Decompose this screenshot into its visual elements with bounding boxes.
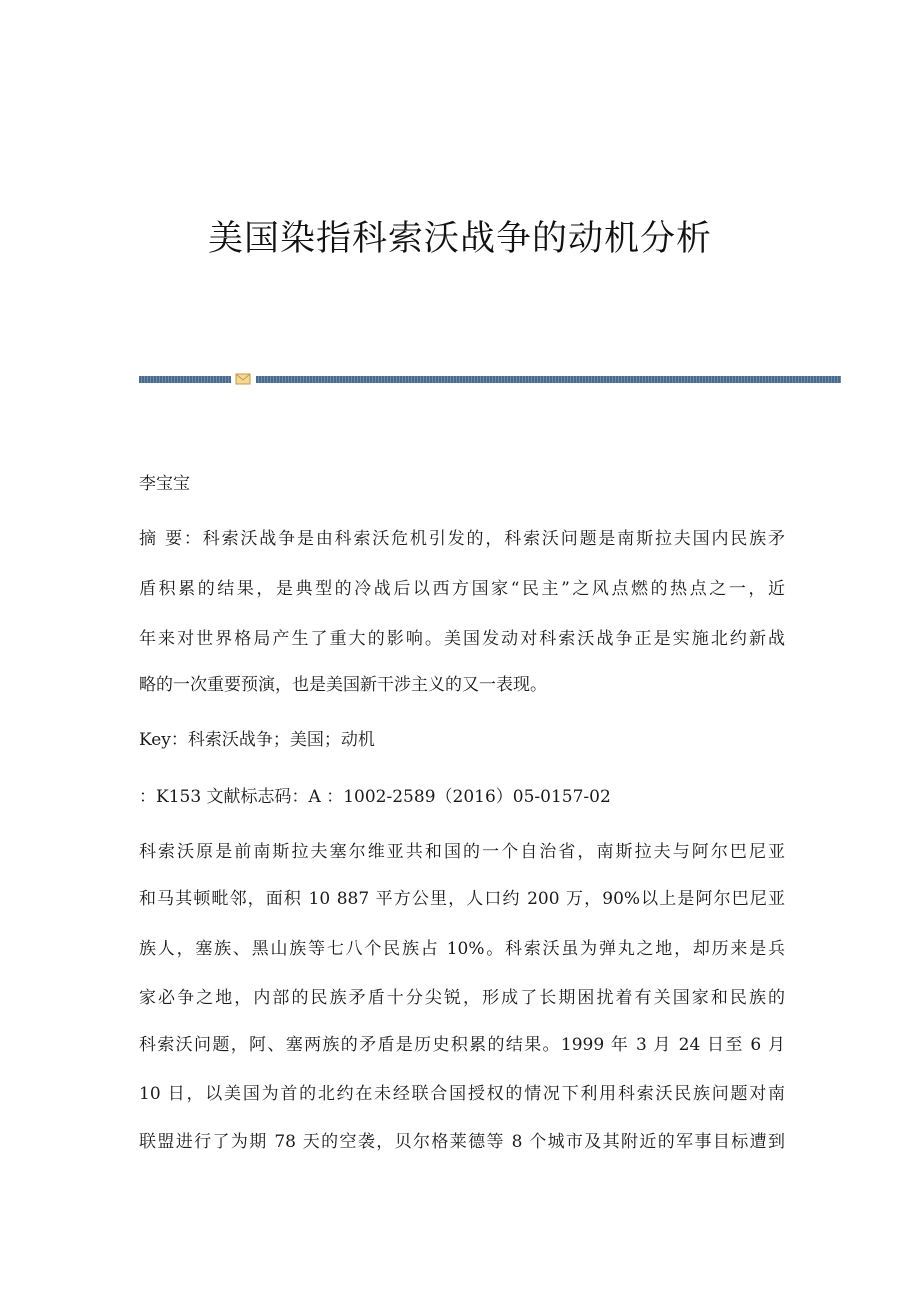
body-line: 族人，塞族、黑山族等七八个民族占 10%。科索沃虽为弹丸之地，却历来是兵 xyxy=(139,939,785,959)
document-title: 美国染指科索沃战争的动机分析 xyxy=(207,219,712,259)
title-divider xyxy=(139,373,841,385)
body-line: 10 日，以美国为首的北约在未经联合国授权的情况下利用科索沃民族问题对南 xyxy=(139,1084,785,1104)
divider-bar-left xyxy=(139,376,231,383)
author-name: 李宝宝 xyxy=(139,474,190,494)
divider-bar-right xyxy=(256,376,841,383)
abstract-line: 略的一次重要预演，也是美国新干涉主义的又一表现。 xyxy=(139,675,547,695)
body-line: 科索沃问题，阿、塞两族的矛盾是历史积累的结果。1999 年 3 月 24 日至 6 月 xyxy=(139,1035,785,1055)
keywords: Key：科索沃战争；美国；动机 xyxy=(139,730,375,750)
abstract-line: 盾积累的结果，是典型的冷战后以西方国家“民主”之风点燃的热点之一，近 xyxy=(139,579,785,599)
body-line: 和马其顿毗邻，面积 10 887 平方公里，人口约 200 万，90%以上是阿尔巴尼亚 xyxy=(139,889,785,909)
body-line: 联盟进行了为期 78 天的空袭，贝尔格莱德等 8 个城市及其附近的军事目标遭到 xyxy=(139,1132,785,1152)
abstract-line: 摘 要：科索沃战争是由科索沃危机引发的，科索沃问题是南斯拉夫国内民族矛 xyxy=(139,529,785,549)
ornament-icon xyxy=(235,373,251,385)
body-line: 家必争之地，内部的民族矛盾十分尖锐，形成了长期困扰着有关国家和民族的 xyxy=(139,988,785,1008)
classification-info: ：K153 文献标志码：A ：1002-2589（2016）05-0157-02 xyxy=(139,787,611,807)
abstract-line: 年来对世界格局产生了重大的影响。美国发动对科索沃战争正是实施北约新战 xyxy=(139,629,785,649)
body-line: 科索沃原是前南斯拉夫塞尔维亚共和国的一个自治省，南斯拉夫与阿尔巴尼亚 xyxy=(139,842,785,862)
